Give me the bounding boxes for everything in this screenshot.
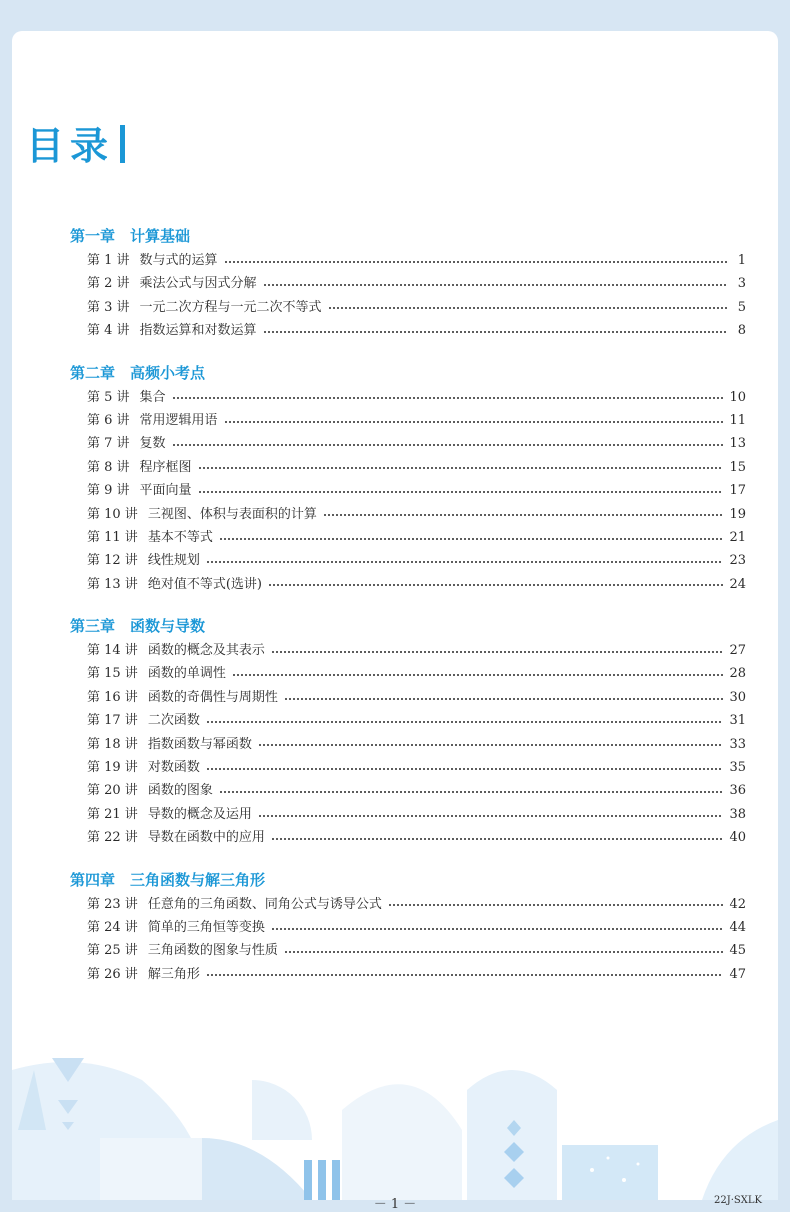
book-code: 22J·SXLK xyxy=(714,1195,762,1206)
lecture-number: 第 21 讲 xyxy=(87,806,138,822)
lecture-title: 三视图、体积与表面积的计算 xyxy=(147,506,317,522)
lecture-title: 解三角形 xyxy=(147,966,200,982)
page-title: 目录 xyxy=(26,124,115,168)
lecture-number: 第 13 讲 xyxy=(87,576,138,592)
page-reference: 35 xyxy=(729,760,746,776)
toc-entry[interactable] xyxy=(70,479,746,502)
chapter-section xyxy=(70,613,746,850)
page-reference: 24 xyxy=(729,576,746,592)
chapter-section xyxy=(70,867,746,987)
page-reference: 15 xyxy=(729,459,746,475)
page-reference: 8 xyxy=(737,323,746,339)
lecture-title: 指数函数与幂函数 xyxy=(147,736,252,752)
lecture-number: 第 17 讲 xyxy=(87,713,138,729)
lecture-title: 函数的图象 xyxy=(147,783,213,799)
title-accent-bar xyxy=(120,125,125,163)
dot-leader xyxy=(323,514,724,516)
lecture-number: 第 3 讲 xyxy=(87,299,130,315)
dot-leader xyxy=(198,467,724,469)
lecture-number: 第 19 讲 xyxy=(87,760,138,776)
lecture-title: 函数的单调性 xyxy=(147,666,226,682)
lecture-title: 三角函数的图象与性质 xyxy=(147,943,278,959)
toc-entry[interactable] xyxy=(70,803,746,826)
toc-entry[interactable] xyxy=(70,686,746,709)
toc-entry[interactable] xyxy=(70,662,746,685)
lecture-title: 对数函数 xyxy=(147,760,200,776)
chapter-section xyxy=(70,223,746,343)
page-reference: 47 xyxy=(729,966,746,982)
toc-entry[interactable] xyxy=(70,549,746,572)
lecture-number: 第 12 讲 xyxy=(87,553,138,569)
toc-entry[interactable] xyxy=(70,432,746,455)
toc-entry[interactable] xyxy=(70,826,746,849)
toc-entry[interactable] xyxy=(70,939,746,962)
lecture-title: 函数的奇偶性与周期性 xyxy=(147,689,278,705)
dot-leader xyxy=(172,397,724,399)
title-block xyxy=(26,115,125,170)
page-reference: 31 xyxy=(729,713,746,729)
toc-entry[interactable] xyxy=(70,386,746,409)
toc-entry[interactable] xyxy=(70,963,746,986)
page-reference: 28 xyxy=(729,666,746,682)
toc-entry[interactable] xyxy=(70,296,746,319)
toc-entry[interactable] xyxy=(70,893,746,916)
lecture-title: 程序框图 xyxy=(139,459,192,475)
toc-entry[interactable] xyxy=(70,409,746,432)
lecture-number: 第 10 讲 xyxy=(87,506,138,522)
dot-leader xyxy=(206,768,724,770)
dot-leader xyxy=(232,674,724,676)
dot-leader xyxy=(263,331,728,333)
page-reference: 42 xyxy=(729,896,746,912)
lecture-number: 第 9 讲 xyxy=(87,483,130,499)
dot-leader xyxy=(388,904,724,906)
toc-entry[interactable] xyxy=(70,456,746,479)
lecture-number: 第 6 讲 xyxy=(87,412,130,428)
lecture-number: 第 7 讲 xyxy=(87,436,130,452)
toc-entry[interactable] xyxy=(70,319,746,342)
lecture-number: 第 8 讲 xyxy=(87,459,130,475)
dot-leader xyxy=(206,561,724,563)
dot-leader xyxy=(206,721,724,723)
toc-entry[interactable] xyxy=(70,779,746,802)
page-reference: 13 xyxy=(729,436,746,452)
toc-entry[interactable] xyxy=(70,272,746,295)
dot-leader xyxy=(224,421,724,423)
lecture-title: 函数的概念及其表示 xyxy=(147,643,265,659)
page-reference: 11 xyxy=(729,412,746,428)
page-reference: 44 xyxy=(729,919,746,935)
lecture-title: 线性规划 xyxy=(147,553,200,569)
toc-entry[interactable] xyxy=(70,639,746,662)
page-reference: 17 xyxy=(729,483,746,499)
page-reference: 10 xyxy=(729,389,746,405)
lecture-number: 第 24 讲 xyxy=(87,919,138,935)
page-reference: 5 xyxy=(737,299,746,315)
lecture-number: 第 15 讲 xyxy=(87,666,138,682)
lecture-title: 一元二次方程与一元二次不等式 xyxy=(139,299,322,315)
lecture-title: 二次函数 xyxy=(147,713,200,729)
chapter-title: 第二章 高频小考点 xyxy=(70,363,206,382)
dot-leader xyxy=(219,538,724,540)
chapter-title: 第四章 三角函数与解三角形 xyxy=(70,870,266,889)
toc-entry[interactable] xyxy=(70,733,746,756)
lecture-title: 数与式的运算 xyxy=(139,253,218,268)
lecture-title: 绝对值不等式(选讲) xyxy=(147,576,262,592)
toc-entry[interactable] xyxy=(70,916,746,939)
dot-leader xyxy=(268,584,723,586)
lecture-title: 乘法公式与因式分解 xyxy=(139,276,257,292)
dot-leader xyxy=(271,651,724,653)
page-reference: 45 xyxy=(729,943,746,959)
lecture-number: 第 22 讲 xyxy=(87,830,138,846)
chapter-title: 第三章 函数与导数 xyxy=(70,617,206,636)
page-reference: 30 xyxy=(729,689,746,705)
lecture-title: 平面向量 xyxy=(139,483,192,499)
lecture-number: 第 26 讲 xyxy=(87,966,138,982)
toc-entry[interactable] xyxy=(70,756,746,779)
page-reference: 21 xyxy=(729,529,746,545)
document-page xyxy=(12,31,778,1212)
dot-leader xyxy=(206,974,724,976)
chapter-section xyxy=(70,360,746,597)
toc-entry[interactable] xyxy=(70,249,746,272)
dot-leader xyxy=(271,928,724,930)
dot-leader xyxy=(271,838,724,840)
toc-entry[interactable] xyxy=(70,709,746,732)
page-reference: 36 xyxy=(729,783,746,799)
page-reference: 40 xyxy=(729,830,746,846)
lecture-title: 集合 xyxy=(139,389,166,405)
lecture-title: 简单的三角恒等变换 xyxy=(147,919,265,935)
toc-entry[interactable] xyxy=(70,526,746,549)
dot-leader xyxy=(328,307,728,309)
lecture-title: 任意角的三角函数、同角公式与诱导公式 xyxy=(147,896,382,912)
lecture-number: 第 20 讲 xyxy=(87,783,138,799)
footer-decoration xyxy=(12,1030,778,1200)
lecture-title: 指数运算和对数运算 xyxy=(139,323,257,339)
dot-leader xyxy=(258,815,724,817)
page-reference: 3 xyxy=(737,276,746,292)
lecture-number: 第 1 讲 xyxy=(87,253,130,268)
lecture-title: 常用逻辑用语 xyxy=(139,412,218,428)
lecture-title: 导数在函数中的应用 xyxy=(147,830,265,846)
lecture-number: 第 18 讲 xyxy=(87,736,138,752)
lecture-title: 导数的概念及运用 xyxy=(147,806,252,822)
lecture-title: 复数 xyxy=(139,436,166,452)
toc-entry[interactable] xyxy=(70,503,746,526)
lecture-number: 第 23 讲 xyxy=(87,896,138,912)
lecture-number: 第 11 讲 xyxy=(87,529,138,545)
lecture-number: 第 16 讲 xyxy=(87,689,138,705)
dot-leader xyxy=(224,261,728,263)
page-reference: 38 xyxy=(729,806,746,822)
toc-entry[interactable] xyxy=(70,573,746,596)
lecture-number: 第 4 讲 xyxy=(87,323,130,339)
lecture-number: 第 14 讲 xyxy=(87,643,138,659)
chapter-title: 第一章 计算基础 xyxy=(70,227,191,245)
dot-leader xyxy=(263,284,728,286)
table-of-contents xyxy=(70,223,746,1003)
lecture-number: 第 2 讲 xyxy=(87,276,130,292)
lecture-number: 第 5 讲 xyxy=(87,389,130,405)
dot-leader xyxy=(284,951,724,953)
lecture-title: 基本不等式 xyxy=(147,529,213,545)
page-reference: 19 xyxy=(729,506,746,522)
page-reference: 1 xyxy=(737,253,746,268)
dot-leader xyxy=(284,698,724,700)
page-number: － 1 － xyxy=(373,1197,417,1212)
dot-leader xyxy=(219,791,724,793)
page-reference: 23 xyxy=(729,553,746,569)
dot-leader xyxy=(258,744,724,746)
dot-leader xyxy=(198,491,724,493)
dot-leader xyxy=(172,444,724,446)
page-reference: 27 xyxy=(729,643,746,659)
page-reference: 33 xyxy=(729,736,746,752)
lecture-number: 第 25 讲 xyxy=(87,943,138,959)
